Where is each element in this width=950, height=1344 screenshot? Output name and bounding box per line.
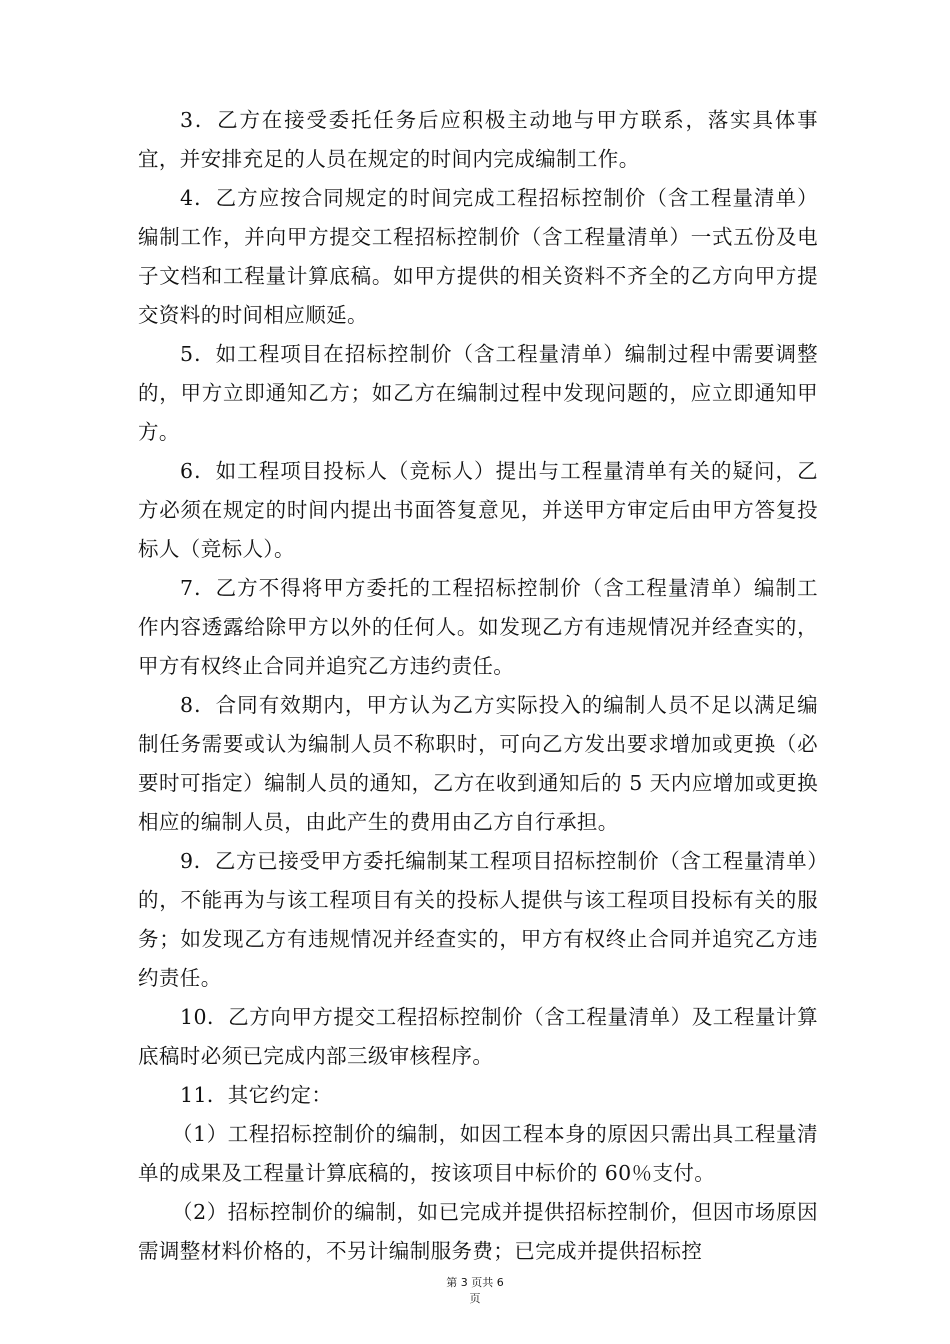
page-number-line-2: 页 (469, 1292, 481, 1305)
clause-11-item-2: （2）招标控制价的编制，如已完成并提供招标控制价，但因市场原因需调整材料价格的，不另计编制服务费；已完成并提供招标控 (138, 1200, 818, 1263)
page-number-footer (425, 1275, 525, 1307)
clause-5: 5．如工程项目在招标控制价（含工程量清单）编制过程中需要调整的，甲方立即通知乙方；如乙方在编制过程中发现问题的，应立即通知甲方。 (138, 342, 818, 444)
clause-10: 10．乙方向甲方提交工程招标控制价（含工程量清单）及工程量计算底稿时必须已完成内部三级审核程序。 (138, 1005, 818, 1068)
clause-6: 6．如工程项目投标人（竞标人）提出与工程量清单有关的疑问，乙方必须在规定的时间内提出书面答复意见，并送甲方审定后由甲方答复投标人（竞标人）。 (138, 459, 818, 561)
clause-11-heading: 11．其它约定： (180, 1083, 333, 1107)
clause-4: 4．乙方应按合同规定的时间完成工程招标控制价（含工程量清单）编制工作，并向甲方提交工程招标控制价（含工程量清单）一式五份及电子文档和工程量计算底稿。如甲方提供的相关资料不齐全的乙方向甲方提交资料的时间相应顺延。 (138, 186, 818, 327)
page-number-line-1: 第 3 页共 6 (446, 1276, 504, 1289)
clause-3: 3．乙方在接受委托任务后应积极主动地与甲方联系，落实具体事宜，并安排充足的人员在规定的时间内完成编制工作。 (138, 108, 818, 171)
document-body (138, 101, 818, 1271)
clause-7: 7．乙方不得将甲方委托的工程招标控制价（含工程量清单）编制工作内容透露给除甲方以外的任何人。如发现乙方有违规情况并经查实的，甲方有权终止合同并追究乙方违约责任。 (138, 576, 818, 678)
clause-11-item-1: （1）工程招标控制价的编制，如因工程本身的原因只需出具工程量清单的成果及工程量计算底稿的，按该项目中标价的 60％支付。 (138, 1122, 818, 1185)
clause-8: 8．合同有效期内，甲方认为乙方实际投入的编制人员不足以满足编制任务需要或认为编制人员不称职时，可向乙方发出要求增加或更换（必要时可指定）编制人员的通知，乙方在收到通知后的 5 天内应增加或更换相应的编制人员，由此产生的费用由乙方自行承担。 (138, 693, 818, 834)
clause-9: 9．乙方已接受甲方委托编制某工程项目招标控制价（含工程量清单）的，不能再为与该工程项目有关的投标人提供与该工程项目投标有关的服务；如发现乙方有违规情况并经查实的，甲方有权终止合同并追究乙方违约责任。 (138, 849, 818, 990)
